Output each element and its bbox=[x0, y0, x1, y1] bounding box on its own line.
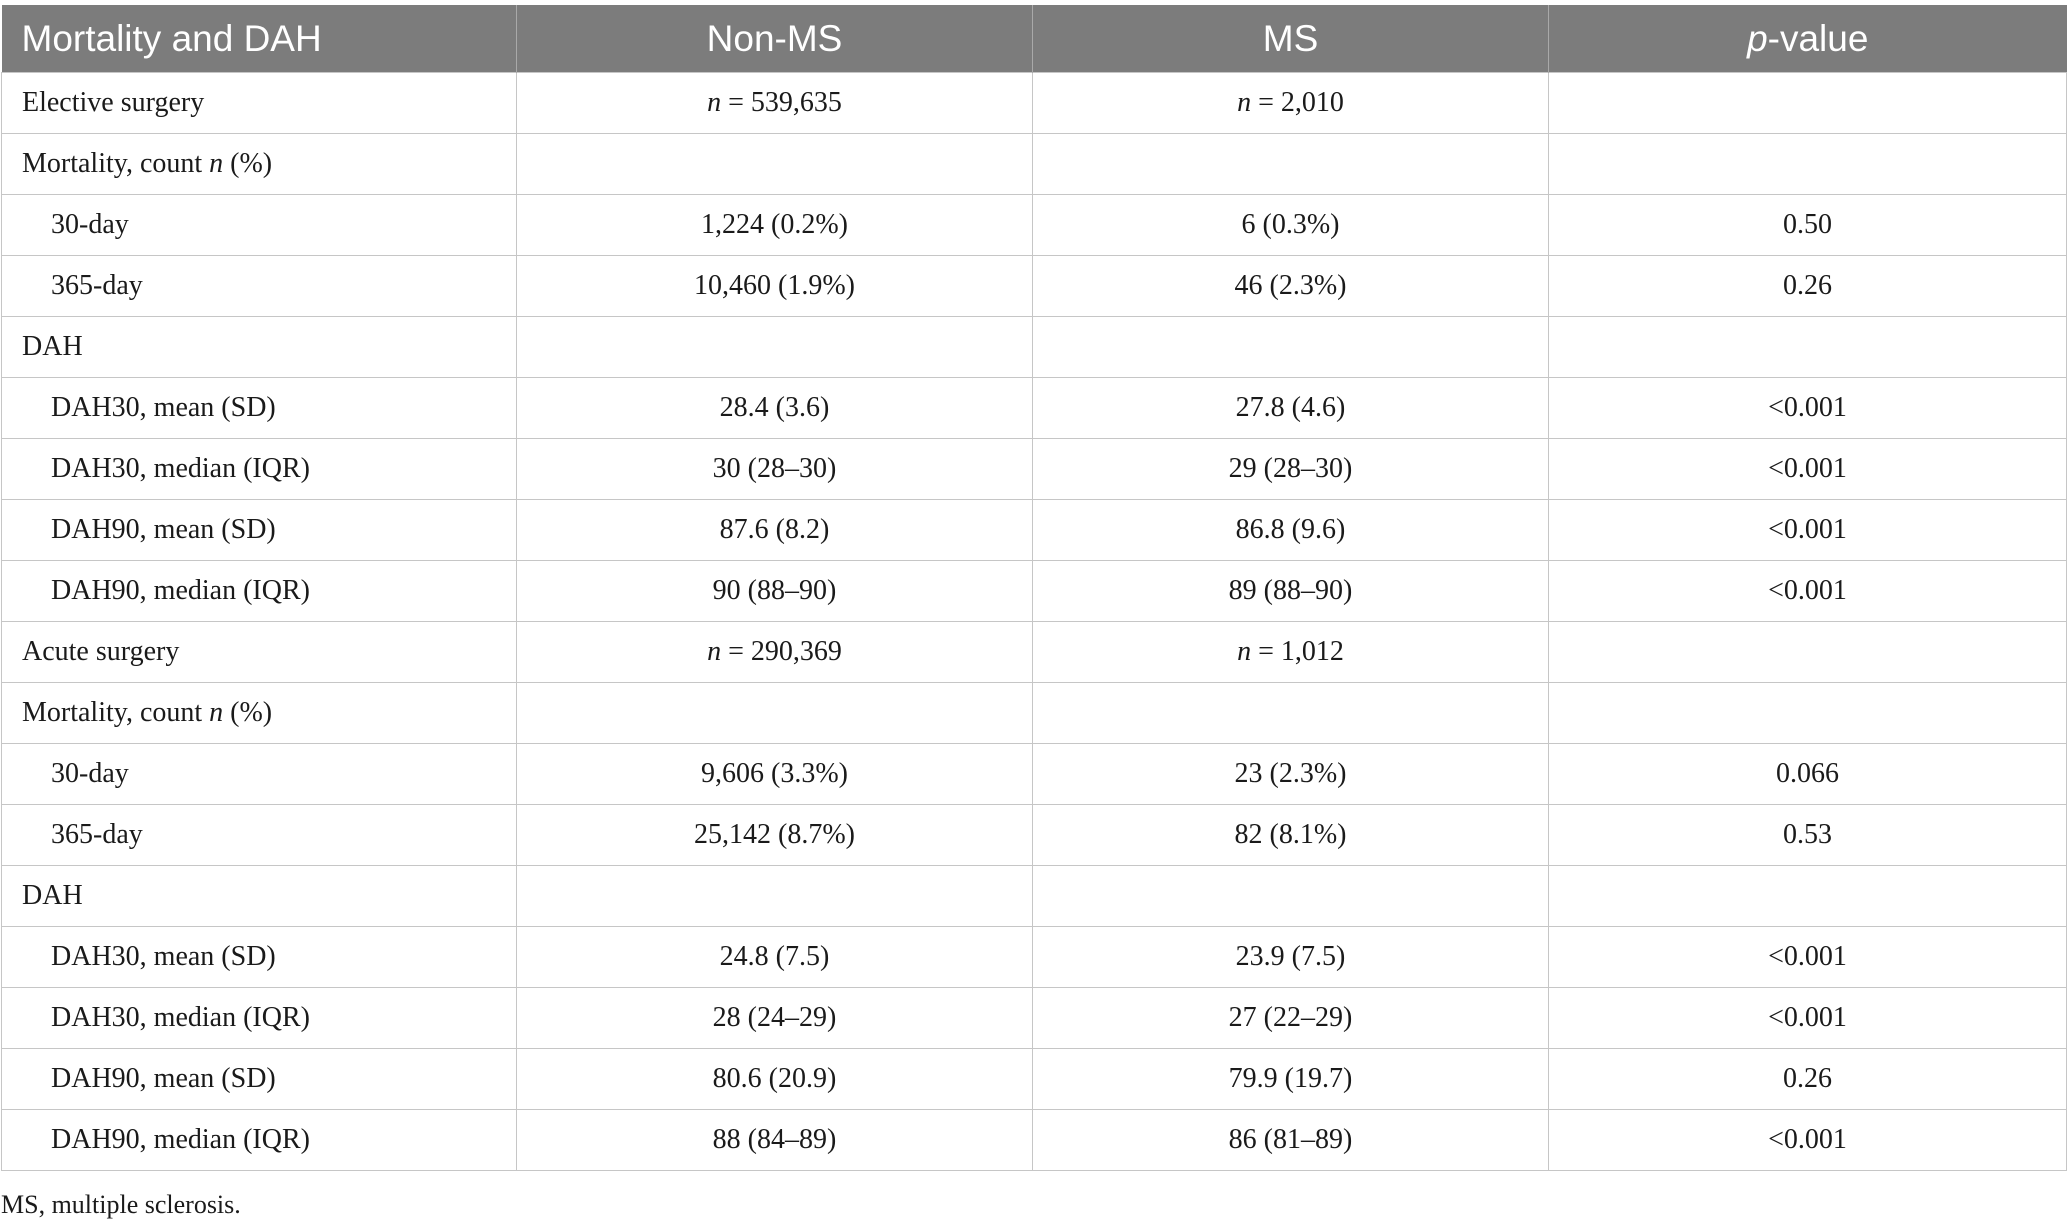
row-label bbox=[2, 622, 517, 683]
row-label-text: 365-day bbox=[51, 819, 143, 850]
row-label bbox=[2, 1049, 517, 1110]
row-label bbox=[2, 195, 517, 256]
ms-value bbox=[1033, 744, 1549, 805]
ms-value-n-italic: n bbox=[1237, 87, 1252, 118]
ms-value-text: 6 (0.3%) bbox=[1241, 209, 1340, 240]
row-label-text: DAH90, mean (SD) bbox=[51, 1063, 276, 1094]
ms-value-text: 89 (88–90) bbox=[1228, 575, 1353, 606]
row-label-text: DAH bbox=[22, 880, 83, 911]
ms-value bbox=[1033, 378, 1549, 439]
non-ms-value bbox=[517, 256, 1033, 317]
row-label-italic: n bbox=[209, 148, 224, 179]
table-row bbox=[2, 195, 2067, 256]
p-value bbox=[1549, 683, 2067, 744]
header-row bbox=[2, 5, 2067, 73]
table-header bbox=[2, 5, 2067, 73]
non-ms-value-text: 30 (28–30) bbox=[712, 453, 837, 484]
row-label bbox=[2, 866, 517, 927]
ms-value bbox=[1033, 988, 1549, 1049]
ms-value-text: 23.9 (7.5) bbox=[1235, 941, 1346, 972]
table-row bbox=[2, 988, 2067, 1049]
ms-value bbox=[1033, 134, 1549, 195]
p-value: <0.001 bbox=[1549, 988, 2067, 1049]
non-ms-value-text: 24.8 (7.5) bbox=[719, 941, 830, 972]
row-label-text: Acute surgery bbox=[22, 636, 180, 667]
row-label-text: Mortality, count bbox=[22, 148, 210, 179]
row-label-suffix: (%) bbox=[223, 697, 273, 728]
non-ms-value-text: 90 (88–90) bbox=[712, 575, 837, 606]
non-ms-value bbox=[517, 195, 1033, 256]
table-row bbox=[2, 744, 2067, 805]
non-ms-value-text: 80.6 (20.9) bbox=[712, 1063, 837, 1094]
row-label bbox=[2, 805, 517, 866]
row-label bbox=[2, 683, 517, 744]
non-ms-value bbox=[517, 73, 1033, 134]
header-ms: MS bbox=[1033, 5, 1549, 73]
non-ms-value bbox=[517, 988, 1033, 1049]
non-ms-value-text: = 290,369 bbox=[721, 636, 842, 667]
table-row bbox=[2, 317, 2067, 378]
row-label-text: DAH30, median (IQR) bbox=[51, 453, 310, 484]
row-label bbox=[2, 378, 517, 439]
p-value bbox=[1549, 866, 2067, 927]
p-value bbox=[1549, 134, 2067, 195]
ms-value bbox=[1033, 1049, 1549, 1110]
row-label-text: DAH90, median (IQR) bbox=[51, 575, 310, 606]
row-label-text: DAH30, mean (SD) bbox=[51, 392, 276, 423]
row-label-text: 30-day bbox=[51, 209, 129, 240]
p-value: <0.001 bbox=[1549, 439, 2067, 500]
row-label-text: DAH90, mean (SD) bbox=[51, 514, 276, 545]
row-label-text: 30-day bbox=[51, 758, 129, 789]
ms-value-text: 86 (81–89) bbox=[1228, 1124, 1353, 1155]
header-p-italic: p bbox=[1747, 17, 1768, 59]
non-ms-value-text: 87.6 (8.2) bbox=[719, 514, 830, 545]
p-value bbox=[1549, 317, 2067, 378]
table-footnote: MS, multiple sclerosis. bbox=[1, 1190, 241, 1219]
row-label-text: DAH bbox=[22, 331, 83, 362]
row-label bbox=[2, 500, 517, 561]
ms-value-text: = 2,010 bbox=[1251, 87, 1344, 118]
row-label bbox=[2, 73, 517, 134]
p-value: 0.26 bbox=[1549, 256, 2067, 317]
non-ms-value-text: 10,460 (1.9%) bbox=[694, 270, 855, 301]
p-value bbox=[1549, 622, 2067, 683]
non-ms-value bbox=[517, 317, 1033, 378]
row-label bbox=[2, 927, 517, 988]
ms-value bbox=[1033, 317, 1549, 378]
table-row bbox=[2, 378, 2067, 439]
row-label-text: DAH30, mean (SD) bbox=[51, 941, 276, 972]
row-label bbox=[2, 134, 517, 195]
row-label bbox=[2, 317, 517, 378]
row-label-text: 365-day bbox=[51, 270, 143, 301]
ms-value bbox=[1033, 500, 1549, 561]
ms-value-text: 23 (2.3%) bbox=[1234, 758, 1347, 789]
row-label bbox=[2, 439, 517, 500]
ms-value-n-italic: n bbox=[1237, 636, 1252, 667]
ms-value-text: 27.8 (4.6) bbox=[1235, 392, 1346, 423]
non-ms-value bbox=[517, 744, 1033, 805]
header-p-rest: -value bbox=[1767, 17, 1869, 59]
row-label bbox=[2, 561, 517, 622]
p-value: 0.26 bbox=[1549, 1049, 2067, 1110]
ms-value bbox=[1033, 439, 1549, 500]
mortality-dah-table bbox=[1, 5, 2067, 1171]
table-row bbox=[2, 1049, 2067, 1110]
row-label-text: Elective surgery bbox=[22, 87, 205, 118]
p-value: <0.001 bbox=[1549, 561, 2067, 622]
non-ms-value bbox=[517, 1110, 1033, 1171]
table-row bbox=[2, 439, 2067, 500]
ms-value-text: = 1,012 bbox=[1251, 636, 1344, 667]
ms-value-text: 46 (2.3%) bbox=[1234, 270, 1347, 301]
p-value: 0.50 bbox=[1549, 195, 2067, 256]
row-label bbox=[2, 988, 517, 1049]
ms-value bbox=[1033, 683, 1549, 744]
ms-value bbox=[1033, 866, 1549, 927]
non-ms-value bbox=[517, 805, 1033, 866]
non-ms-value-text: 9,606 (3.3%) bbox=[701, 758, 848, 789]
table-body bbox=[2, 73, 2067, 1171]
ms-value-text: 79.9 (19.7) bbox=[1228, 1063, 1353, 1094]
non-ms-value bbox=[517, 866, 1033, 927]
header-mortality-dah: Mortality and DAH bbox=[2, 5, 517, 73]
p-value: 0.066 bbox=[1549, 744, 2067, 805]
non-ms-value bbox=[517, 439, 1033, 500]
non-ms-value-text: 28.4 (3.6) bbox=[719, 392, 830, 423]
table-row bbox=[2, 1110, 2067, 1171]
non-ms-value bbox=[517, 500, 1033, 561]
non-ms-value-text: 25,142 (8.7%) bbox=[694, 819, 855, 850]
p-value bbox=[1549, 73, 2067, 134]
ms-value bbox=[1033, 622, 1549, 683]
table-row bbox=[2, 500, 2067, 561]
header-non-ms: Non-MS bbox=[517, 5, 1033, 73]
row-label bbox=[2, 744, 517, 805]
ms-value bbox=[1033, 805, 1549, 866]
row-label bbox=[2, 1110, 517, 1171]
table-row bbox=[2, 866, 2067, 927]
non-ms-value-n-italic: n bbox=[707, 636, 722, 667]
row-label-text: DAH30, median (IQR) bbox=[51, 1002, 310, 1033]
row-label-suffix: (%) bbox=[223, 148, 273, 179]
p-value: 0.53 bbox=[1549, 805, 2067, 866]
non-ms-value bbox=[517, 622, 1033, 683]
non-ms-value bbox=[517, 134, 1033, 195]
table-row bbox=[2, 134, 2067, 195]
table-row bbox=[2, 622, 2067, 683]
ms-value bbox=[1033, 1110, 1549, 1171]
non-ms-value-text: 88 (84–89) bbox=[712, 1124, 837, 1155]
row-label bbox=[2, 256, 517, 317]
table-row bbox=[2, 73, 2067, 134]
header-p-value bbox=[1549, 5, 2067, 73]
ms-value-text: 82 (8.1%) bbox=[1234, 819, 1347, 850]
non-ms-value-text: 28 (24–29) bbox=[712, 1002, 837, 1033]
ms-value-text: 86.8 (9.6) bbox=[1235, 514, 1346, 545]
table-row bbox=[2, 927, 2067, 988]
ms-value bbox=[1033, 561, 1549, 622]
ms-value-text: 29 (28–30) bbox=[1228, 453, 1353, 484]
non-ms-value bbox=[517, 378, 1033, 439]
p-value: <0.001 bbox=[1549, 378, 2067, 439]
non-ms-value-text: = 539,635 bbox=[721, 87, 842, 118]
non-ms-value-text: 1,224 (0.2%) bbox=[701, 209, 848, 240]
non-ms-value bbox=[517, 561, 1033, 622]
table-row bbox=[2, 683, 2067, 744]
table-row bbox=[2, 805, 2067, 866]
p-value: <0.001 bbox=[1549, 927, 2067, 988]
non-ms-value bbox=[517, 683, 1033, 744]
ms-value bbox=[1033, 73, 1549, 134]
non-ms-value bbox=[517, 1049, 1033, 1110]
table-row bbox=[2, 561, 2067, 622]
non-ms-value-n-italic: n bbox=[707, 87, 722, 118]
ms-value bbox=[1033, 256, 1549, 317]
table-row bbox=[2, 256, 2067, 317]
ms-value bbox=[1033, 195, 1549, 256]
non-ms-value bbox=[517, 927, 1033, 988]
ms-value bbox=[1033, 927, 1549, 988]
row-label-text: Mortality, count bbox=[22, 697, 210, 728]
row-label-italic: n bbox=[209, 697, 224, 728]
p-value: <0.001 bbox=[1549, 500, 2067, 561]
ms-value-text: 27 (22–29) bbox=[1228, 1002, 1353, 1033]
row-label-text: DAH90, median (IQR) bbox=[51, 1124, 310, 1155]
results-table-container bbox=[1, 5, 2066, 1171]
p-value: <0.001 bbox=[1549, 1110, 2067, 1171]
